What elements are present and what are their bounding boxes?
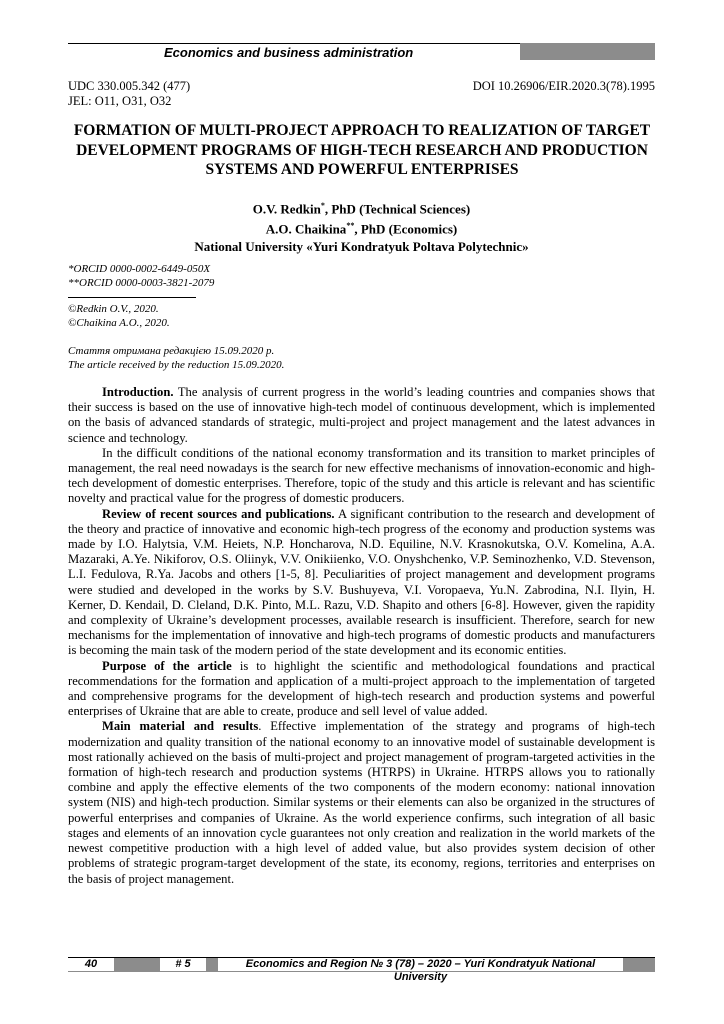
copyright-block [68,302,170,330]
running-header [68,43,655,60]
paragraph [68,446,655,507]
article-body [68,385,655,887]
copyright-line: ©Redkin O.V., 2020. [68,303,159,315]
affiliation: National University «Yuri Kondratyuk Poltava Polytechnic» [194,238,529,254]
paragraph-text: A significant contribution to the research and development of the theory and practice of innovative and economic high-tech progress of the economy and production systems was made by I.O. Halytsia, V.M. Heiets, N.P. Honcharova, N.D. Equiline, N.V. Krasnokutska, O.V. Komelina, A.A. Mazaraki, A.Ye. Nikiforov, O.S. Oliinyk, V.V. Onikiienko, V.O. Onyshchenko, V.P. Seminozhenko, V.D. Stevenson, L.I. Fedulova, R.Ya. Jacobs and others [1-5, 8]. Peculiarities of project management and development programs were studied and developed in the works by S.V. Bushuyeva, V.I. Voropaeva, Yu.N. Zabrodina, N.I. Ilyin, H. Kerner, D. Kendail, D. Cleland, D.K. Pinto, M.L. Razu, V.D. Shapito and others [6-8]. However, given the rapidity and complexity of Ukraine’s development processes, available research is insufficient. Therefore, search for new mechanisms for the implementation of innovative and high-tech programs of domestic products and manufacturers is becoming the main task of the modern period of the state development and its economic entities. [68,506,656,658]
author-mark: ** [346,221,355,231]
orcid-block [68,262,214,290]
paragraph-heading: Introduction. [102,385,174,399]
divider-rule [68,297,196,298]
paragraph-text: is to highlight the scientific and methodological foundations and practical recommendations for the formation and application of a multi-project approach to the implementation of targeted and comprehensive programs for the development of high-tech research and production systems and powerful enterprises of Ukraine that are able to create, produce and sell level of value added. [68,658,655,719]
orcid-line: *ORCID 0000-0002-6449-050X [68,263,211,275]
journal-name: Economics and Region № 3 (78) – 2020 – Yuri Kondratyuk National University [218,958,623,971]
paragraph-purpose [68,659,655,720]
paragraph-text: The analysis of current progress in the world’s leading countries and companies shows that their success is based on the use of innovative high-tech model of continuous development, which is implemented on the basis of advanced standards of strategic, multi-project and project management and the latest advances in science and technology. [68,385,655,445]
page-number: 40 [68,958,114,971]
classification-codes [68,79,190,109]
paragraph-review [68,507,655,659]
paragraph-text: In the difficult conditions of the national economy transformation and its transition to market principles of management, the real need nowadays is the search for new effective mechanisms of innovation-economic and high-tech development of domestic enterprises. Therefore, topic of the study and this article is relevant and has scientific novelty and practical value for the progress of domestic producers. [68,445,655,506]
author-1 [68,197,655,217]
author-mark: * [320,201,325,210]
paragraph-heading: Review of recent sources and publications. [102,506,335,521]
author-name: O.V. Redkin [252,201,321,217]
udc-code: UDC 330.005.342 (477) [68,79,191,93]
received-block [68,344,284,372]
running-footer [68,957,655,983]
section-title: Economics and business administration [164,45,414,60]
author-degree: , PhD (Economics) [354,221,458,237]
copyright-line: ©Chaikina A.O., 2020. [68,317,170,329]
orcid-line: **ORCID 0000-0003-3821-2079 [68,277,215,289]
authors-block [68,197,655,255]
doi: DOI 10.26906/EIR.2020.3(78).1995 [472,79,655,93]
author-2 [68,217,655,237]
author-degree: , PhD (Technical Sciences) [324,201,471,217]
paragraph-heading: Main material and results [102,719,259,734]
paragraph-heading: Purpose of the article [102,658,232,673]
running-header-box [68,43,520,60]
paragraph-main [68,719,655,886]
paper-title: FORMATION OF MULTI-PROJECT APPROACH TO REALIZATION OF TARGET DEVELOPMENT PROGRAMS OF HIGH-TECH RESEARCH AND PRODUCTION SYSTEMS AND POWERFUL ENTERPRISES [73,122,651,178]
jel-code: JEL: O11, O31, O32 [68,94,172,108]
received-line: Стаття отримана редакцією 15.09.2020 р. [68,345,275,357]
paragraph-introduction [68,385,655,446]
author-name: A.O. Chaikina [265,221,347,237]
issue-number: # 5 [160,958,206,971]
paragraph-text: . Effective implementation of the strategy and programs of high-tech modernization and quality transition of the national economy to an innovative model of sustainable development is most rationally achieved on the basis of multi-project and project management of program-targeted activities in the formation of high-tech research and production systems (HTRPS) in Ukraine. HTRPS allows you to rationally combine and apply the effective elements of the two components of the modern economy: national innovation system (NIS) and high-tech production. Similar systems or their elements can also be organized in the structures of powerful enterprises and companies of Ukraine. As the world experience confirms, such integration of all basic stages and elements of an innovation cycle guarantees not only creation and realization in the world markets of the newest competitive production with a high level of added value, but also provides system decision of other problems of strategic program-target development of the state, its economy, regions, territories and enterprises on the basis of project management. [68,719,656,886]
received-line: The article received by the reduction 15.09.2020. [68,359,285,371]
